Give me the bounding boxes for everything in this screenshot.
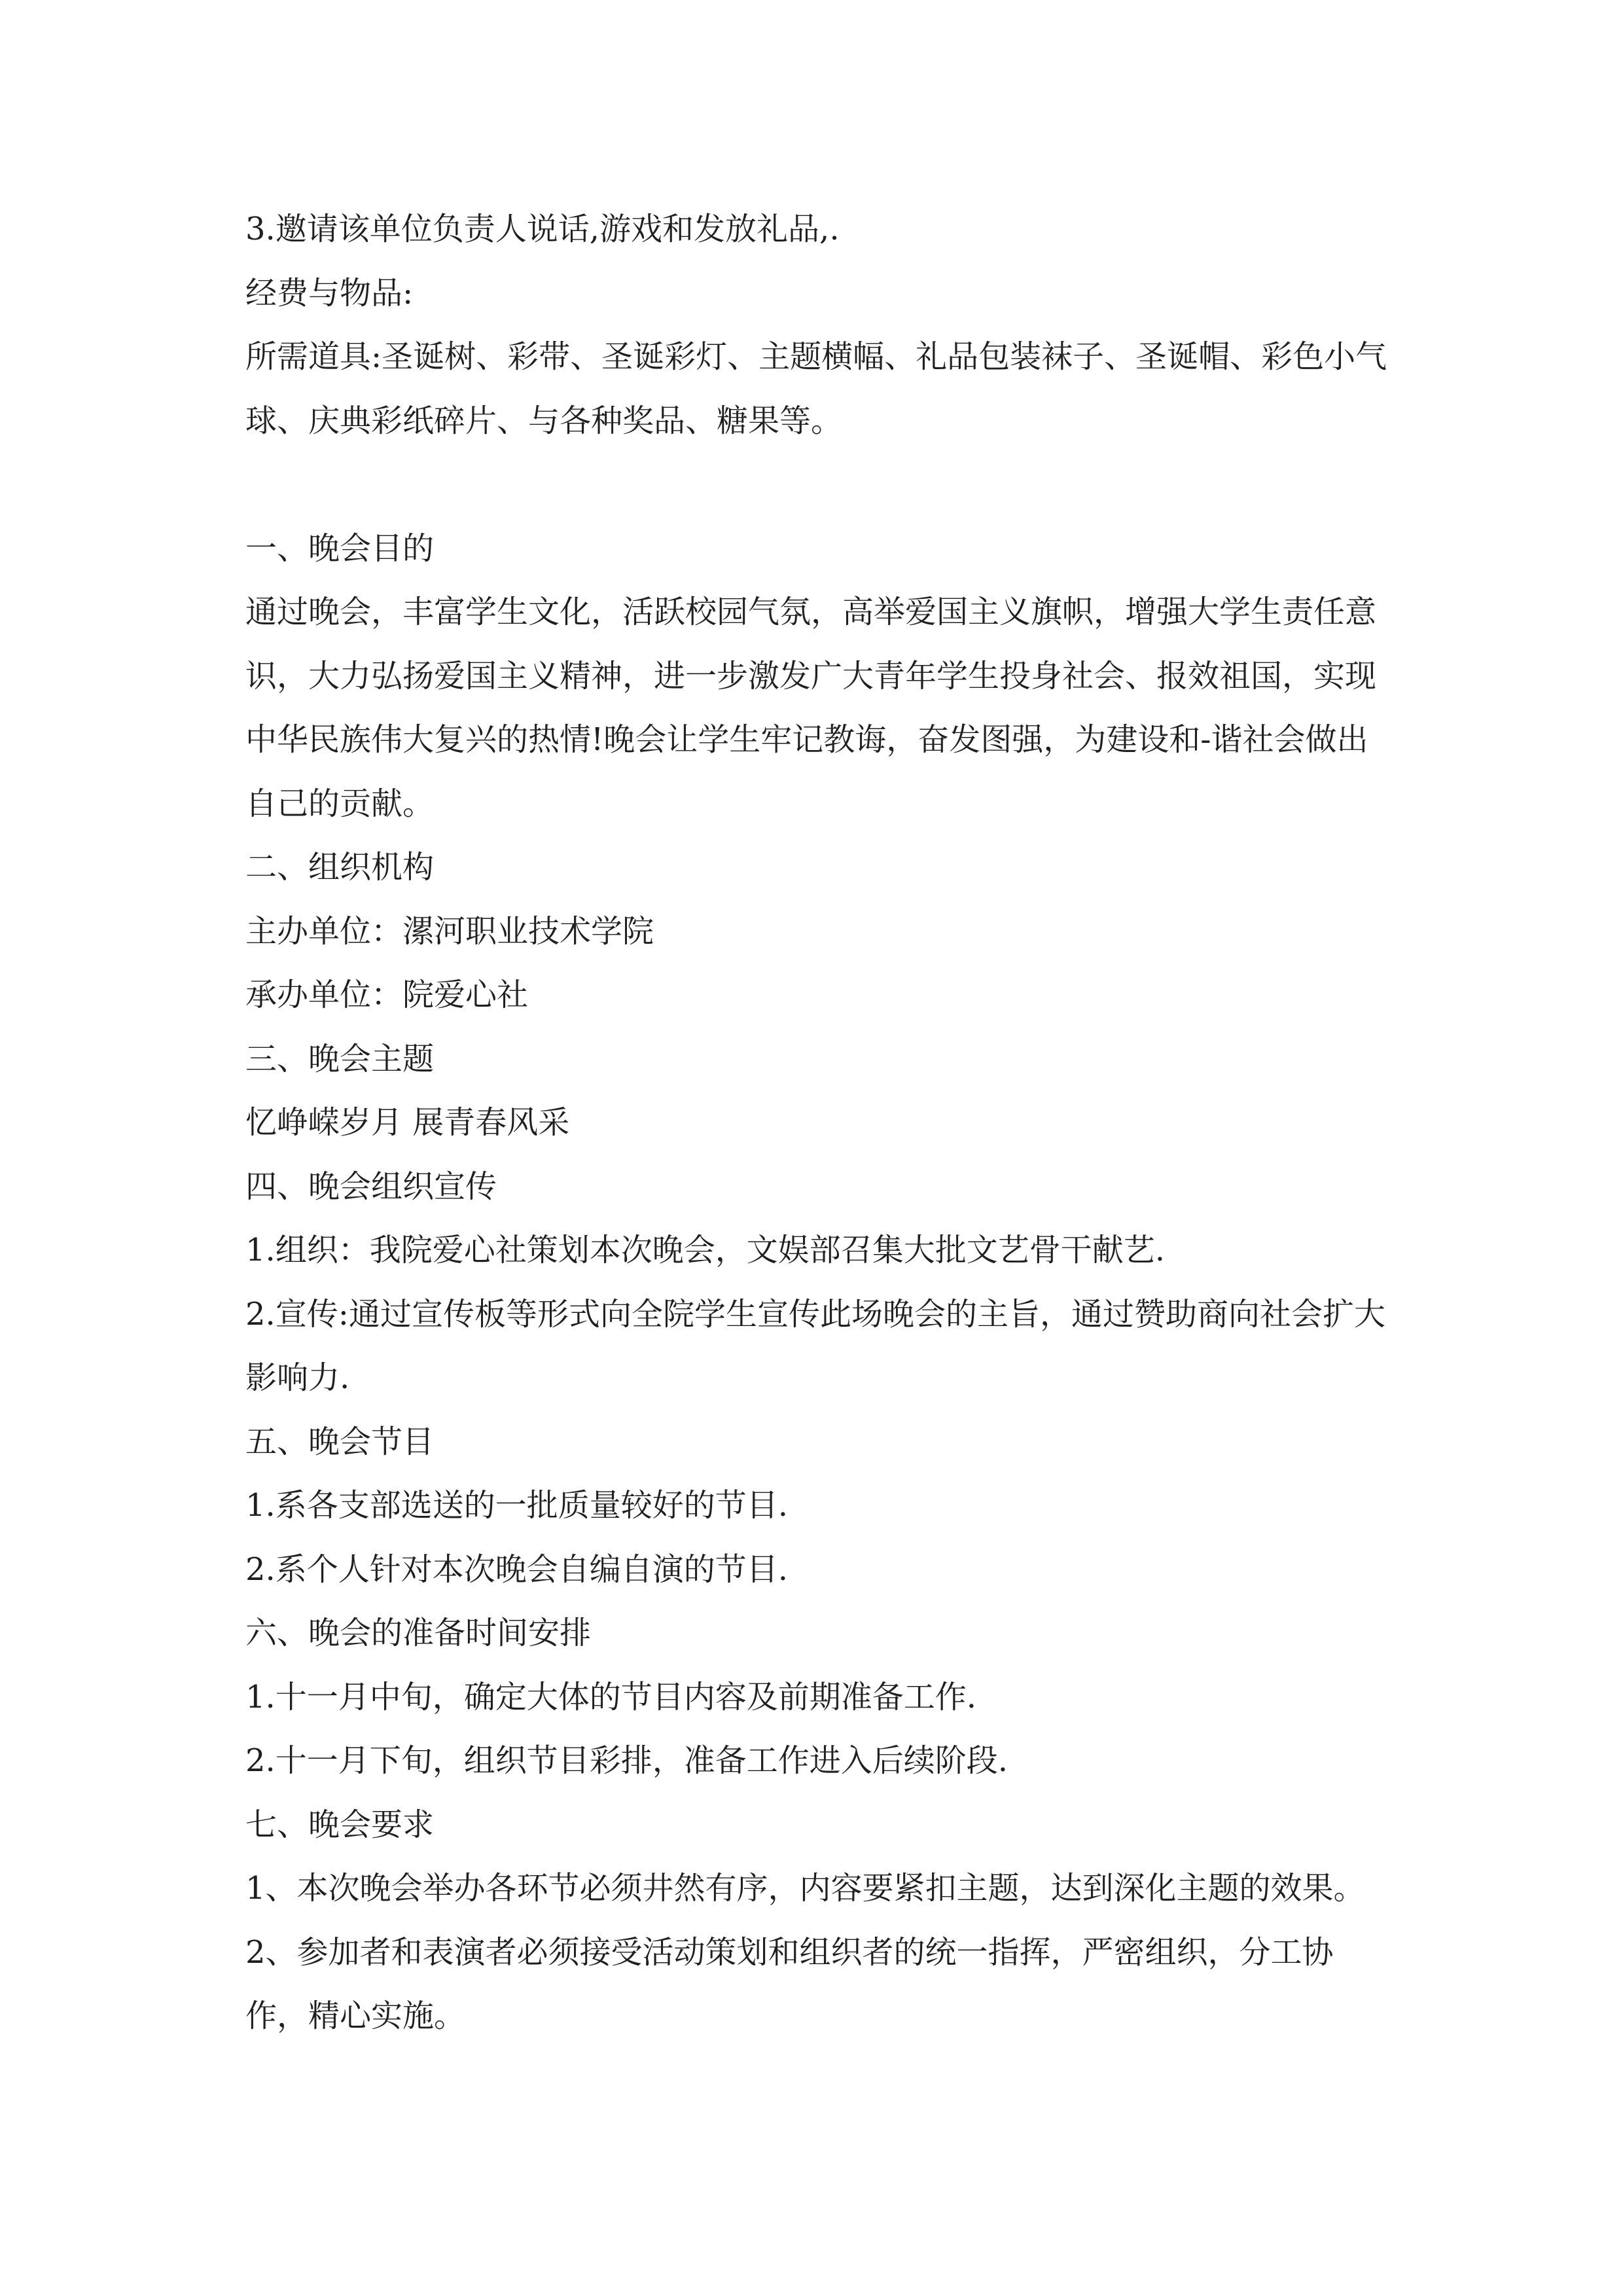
publicity-item-2: 2.宣传:通过宣传板等形式向全院学生宣传此场晚会的主旨，通过赞助商向社会扩大影响力.: [245, 1295, 1385, 1396]
funds-items-label: 经费与物品:: [245, 274, 414, 312]
purpose-paragraph: 通过晚会，丰富学生文化，活跃校园气氛，高举爱国主义旗帜，增强大学生责任意识，大力弘扬爱国主义精神，进一步激发广大青年学生投身社会、报效祖国，实现中华民族伟大复兴的热情!晚会让学生牢记教诲，奋发图强，为建设和-谐社会做出自己的贡献。: [245, 594, 1377, 822]
programs-item-2: 2.系个人针对本次晚会自编自演的节目.: [245, 1551, 789, 1588]
blank-line: [245, 453, 1391, 517]
host-unit-line: 主办单位：漯河职业技术学院: [245, 912, 654, 950]
programs-item-1: 1.系各支部选送的一批质量较好的节目.: [245, 1487, 789, 1524]
schedule-item-1: 1.十一月中旬，确定大体的节目内容及前期准备工作.: [245, 1678, 977, 1715]
theme-line: 忆峥嵘岁月 展青春风采: [245, 1104, 570, 1141]
section-heading-organization: 二、组织机构: [245, 849, 435, 886]
props-paragraph: 所需道具:圣诞树、彩带、圣诞彩灯、主题横幅、礼品包装袜子、圣诞帽、彩色小气球、庆典彩纸碎片、与各种奖品、糖果等。: [245, 338, 1387, 439]
requirements-item-2: 2、参加者和表演者必须接受活动策划和组织者的统一指挥，严密组织，分工协作，精心实施。: [245, 1933, 1334, 2034]
section-heading-programs: 五、晚会节目: [245, 1423, 435, 1460]
requirements-item-1: 1、本次晚会举办各环节必须井然有序，内容要紧扣主题，达到深化主题的效果。: [245, 1870, 1365, 1907]
publicity-item-1: 1.组织：我院爱心社策划本次晚会，文娱部召集大批文艺骨干献艺.: [245, 1232, 1166, 1268]
section-heading-publicity: 四、晚会组织宣传: [245, 1168, 497, 1205]
document-body: [245, 198, 1391, 2049]
schedule-item-2: 2.十一月下旬，组织节目彩排，准备工作进入后续阶段.: [245, 1742, 1008, 1779]
invite-leader-line: 3.邀请该单位负责人说话,游戏和发放礼品,.: [245, 211, 840, 247]
section-heading-theme: 三、晚会主题: [245, 1040, 435, 1077]
organizer-unit-line: 承办单位：院爱心社: [245, 977, 529, 1013]
section-heading-requirements: 七、晚会要求: [245, 1806, 435, 1843]
section-heading-purpose: 一、晚会目的: [245, 529, 435, 567]
section-heading-schedule: 六、晚会的准备时间安排: [245, 1615, 592, 1651]
